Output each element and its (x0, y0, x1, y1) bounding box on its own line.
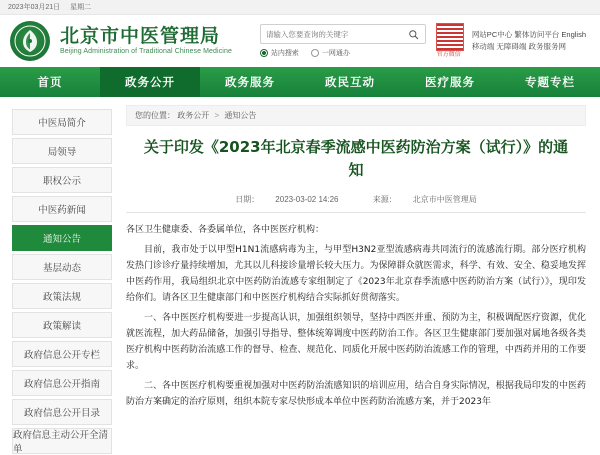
document-paragraph: 目前，我市处于以甲型H1N1流感病毒为主，与甲型H3N2亚型流感病毒共同流行的流感流行期。部分医疗机构发热门诊诊疗量持续增加，尤其以儿科接诊量增长较大压力。为保障群众就医需求，科学、有效、安全、稳妥地发挥中医药作用，我局组织北京中医药防治流感专家组制定了《2023年北京春季流感中医药防治方案（试行）》，现印发给你们。请各区卫生健康部门和中医医疗机构结合实际抓好贯彻落实。 (126, 245, 586, 303)
nav-item-medical-services[interactable]: 医疗服务 (425, 75, 475, 89)
document-paragraph: 二、各中医医疗机构要重视加强对中医药防治流感知识的培训应用，结合自身实际情况，根据我局印发的中医药防治方案确定的治疗原则，组织本院专家尽快形成本单位中医药防治流感方案，并于2023年 (126, 381, 586, 407)
breadcrumb-item-government-affairs[interactable]: 政务公开 (177, 111, 210, 120)
site-header (0, 15, 600, 67)
header-links-row-1[interactable]: 网站PC中心 繁体访问平台 English (471, 30, 586, 39)
sidebar-item-policies[interactable]: 政策法规 (12, 283, 112, 309)
search-box[interactable] (260, 24, 426, 44)
search-scope-service-label: 一网通办 (321, 50, 350, 57)
nav-item-home[interactable]: 首页 (37, 75, 63, 89)
sidebar-item-disclosure-full-list[interactable]: 政府信息主动公开全清单 (12, 428, 112, 454)
document-paragraph: 一、各中医医疗机构要进一步提高认识，加强组织领导，坚持中西医并重、预防为主，积极调配医疗资源，优化就医流程，加大药品储备，加强引导指导、整体统筹调度中医药防治工作。各区卫生健康部门要加强对属地各级各类医疗机构中医药防治流感工作的督导、检查、规范化、同质化开展中医药防治流感工作的管理，中西药并用的工作要求。 (126, 313, 586, 371)
nav-item-services[interactable]: 政务服务 (225, 75, 275, 89)
header-links (472, 29, 586, 53)
qr-code-label: 官方微信 (436, 52, 461, 58)
document-paragraph: 各区卫生健康委、各委属单位，各中医医疗机构： (126, 225, 325, 235)
header-links-row-2[interactable]: 移动端 无障碍端 政务服务网 (471, 42, 566, 51)
site-title-en: Beijing Administration of Traditional Chinese Medicine (60, 48, 232, 55)
sidebar-item-news[interactable]: 中医药新闻 (12, 196, 112, 222)
breadcrumb (126, 105, 586, 126)
qr-block[interactable] (436, 23, 464, 59)
radio-off-icon (311, 49, 319, 57)
document-date (227, 195, 348, 204)
main-column (118, 105, 600, 407)
search-icon[interactable] (403, 25, 425, 43)
sidebar-item-leaders[interactable]: 局领导 (12, 138, 112, 164)
top-date-bar (0, 0, 600, 15)
breadcrumb-prefix: 您的位置： (135, 111, 175, 120)
sidebar-item-disclosure-guide[interactable]: 政府信息公开指南 (12, 370, 112, 396)
search-area (260, 24, 426, 58)
header-right-block (436, 23, 590, 59)
sidebar-item-disclosure-catalog[interactable]: 政府信息公开目录 (12, 399, 112, 425)
sidebar-item-grassroots[interactable]: 基层动态 (12, 254, 112, 280)
document-source (365, 195, 485, 204)
emblem-logo-icon[interactable] (10, 21, 50, 61)
search-scope-service[interactable] (311, 48, 350, 58)
sidebar-item-duties[interactable]: 职权公示 (12, 167, 112, 193)
document-date-label: 日期： (235, 195, 260, 204)
search-scope-site[interactable] (260, 48, 299, 58)
nav-item-government-affairs[interactable]: 政务公开 (100, 67, 200, 97)
breadcrumb-item-announcements[interactable]: 通知公告 (224, 111, 257, 120)
search-scope-options (260, 48, 426, 58)
sidebar-item-intro[interactable]: 中医局简介 (12, 109, 112, 135)
sidebar-item-announcements[interactable]: 通知公告 (12, 225, 112, 251)
sidebar-item-policy-interpretation[interactable]: 政策解读 (12, 312, 112, 338)
document-body (126, 222, 586, 410)
site-title-cn: 北京市中医管理局 (60, 25, 221, 47)
qr-code-icon[interactable] (436, 23, 464, 51)
document-source-label: 来源： (372, 195, 397, 204)
page-title: 关于印发《2023年北京春季流感中医药防治方案（试行）》的通知 (143, 138, 569, 179)
document-meta (126, 194, 586, 213)
content-area (0, 97, 600, 455)
search-input[interactable] (261, 26, 403, 42)
main-nav (0, 67, 600, 97)
current-date: 2023年03月21日 (8, 4, 61, 11)
current-weekday: 星期二 (70, 4, 92, 11)
search-scope-site-label: 站内搜索 (270, 50, 299, 57)
nav-item-special-topics[interactable]: 专题专栏 (525, 75, 575, 89)
sidebar-item-disclosure-column[interactable]: 政府信息公开专栏 (12, 341, 112, 367)
breadcrumb-separator: > (214, 111, 220, 120)
site-title-block (60, 25, 232, 57)
nav-item-interaction[interactable]: 政民互动 (325, 75, 375, 89)
document-source-value: 北京市中医管理局 (412, 195, 477, 204)
document-date-value: 2023-03-02 14:26 (275, 195, 339, 204)
radio-on-icon (260, 49, 268, 57)
sidebar (0, 105, 118, 455)
